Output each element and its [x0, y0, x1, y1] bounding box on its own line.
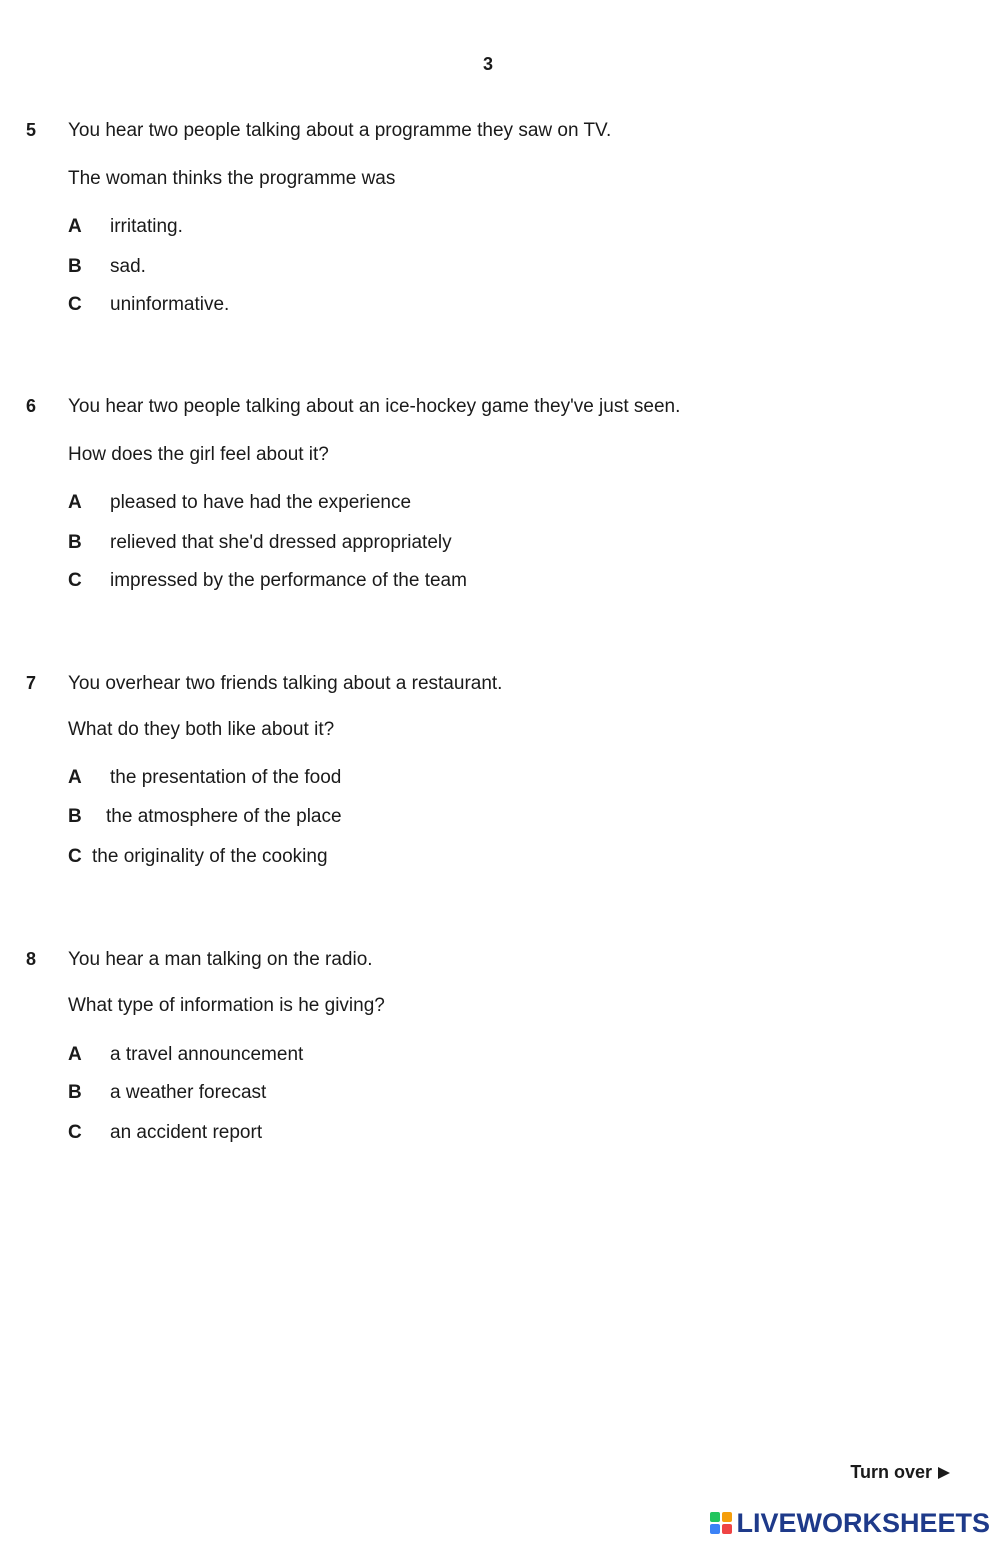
- question-stem: You hear two people talking about an ice-hockey game they've just seen.: [68, 396, 681, 417]
- watermark-brand: LIVEWORKSHEETS: [736, 1507, 990, 1538]
- option-letter: B: [68, 256, 82, 277]
- option-b[interactable]: [68, 806, 342, 828]
- logo-square-icon: [722, 1524, 732, 1534]
- option-letter: A: [68, 216, 82, 237]
- option-text: the atmosphere of the place: [106, 806, 342, 827]
- option-c[interactable]: [68, 294, 229, 316]
- question-stem: You hear a man talking on the radio.: [68, 949, 373, 970]
- option-text: the presentation of the food: [110, 767, 342, 788]
- option-text: a weather forecast: [110, 1082, 267, 1103]
- question-number: 6: [26, 396, 37, 416]
- question-7: [0, 673, 1000, 933]
- logo-square-icon: [710, 1524, 720, 1534]
- question-stem: You hear two people talking about a programme they saw on TV.: [68, 120, 612, 141]
- play-arrow-icon: [938, 1467, 950, 1479]
- option-text: pleased to have had the experience: [110, 492, 412, 513]
- option-text: a travel announcement: [110, 1044, 304, 1065]
- question-prompt: How does the girl feel about it?: [68, 444, 329, 465]
- option-a[interactable]: [68, 492, 411, 514]
- question-number: 7: [26, 673, 37, 693]
- option-c[interactable]: [68, 570, 467, 592]
- question-number: 5: [26, 120, 37, 140]
- option-c[interactable]: [68, 846, 328, 868]
- option-text: the originality of the cooking: [92, 846, 328, 867]
- option-letter: C: [68, 846, 82, 867]
- option-a[interactable]: [68, 216, 183, 238]
- option-letter: A: [68, 767, 82, 788]
- option-c[interactable]: [68, 1122, 262, 1144]
- logo-square-icon: [710, 1512, 720, 1522]
- liveworksheets-logo-icon: [710, 1512, 732, 1534]
- liveworksheets-watermark: [710, 1506, 990, 1540]
- page-number: 3: [482, 54, 493, 74]
- question-stem: You overhear two friends talking about a restaurant.: [68, 673, 503, 694]
- question-prompt: What type of information is he giving?: [68, 995, 385, 1016]
- option-letter: C: [68, 570, 82, 591]
- logo-square-icon: [722, 1512, 732, 1522]
- option-b[interactable]: [68, 1082, 266, 1104]
- question-6: [0, 396, 1000, 656]
- option-text: relieved that she'd dressed appropriately: [110, 532, 452, 553]
- question-8: [0, 949, 1000, 1209]
- option-letter: B: [68, 532, 82, 553]
- turn-over-text: Turn over: [850, 1462, 932, 1482]
- option-a[interactable]: [68, 767, 341, 789]
- turn-over-label: [850, 1462, 950, 1483]
- option-text: impressed by the performance of the team: [110, 570, 467, 591]
- option-text: uninformative.: [110, 294, 230, 315]
- question-prompt: What do they both like about it?: [68, 719, 335, 740]
- option-letter: C: [68, 1122, 82, 1143]
- question-5: [0, 120, 1000, 380]
- question-number: 8: [26, 949, 37, 969]
- option-letter: B: [68, 1082, 82, 1103]
- option-letter: C: [68, 294, 82, 315]
- option-letter: A: [68, 492, 82, 513]
- option-text: irritating.: [110, 216, 183, 237]
- option-letter: B: [68, 806, 82, 827]
- option-a[interactable]: [68, 1044, 303, 1066]
- option-text: sad.: [110, 256, 146, 277]
- option-text: an accident report: [110, 1122, 263, 1143]
- option-letter: A: [68, 1044, 82, 1065]
- question-prompt: The woman thinks the programme was: [68, 168, 396, 189]
- option-b[interactable]: [68, 256, 146, 278]
- option-b[interactable]: [68, 532, 452, 554]
